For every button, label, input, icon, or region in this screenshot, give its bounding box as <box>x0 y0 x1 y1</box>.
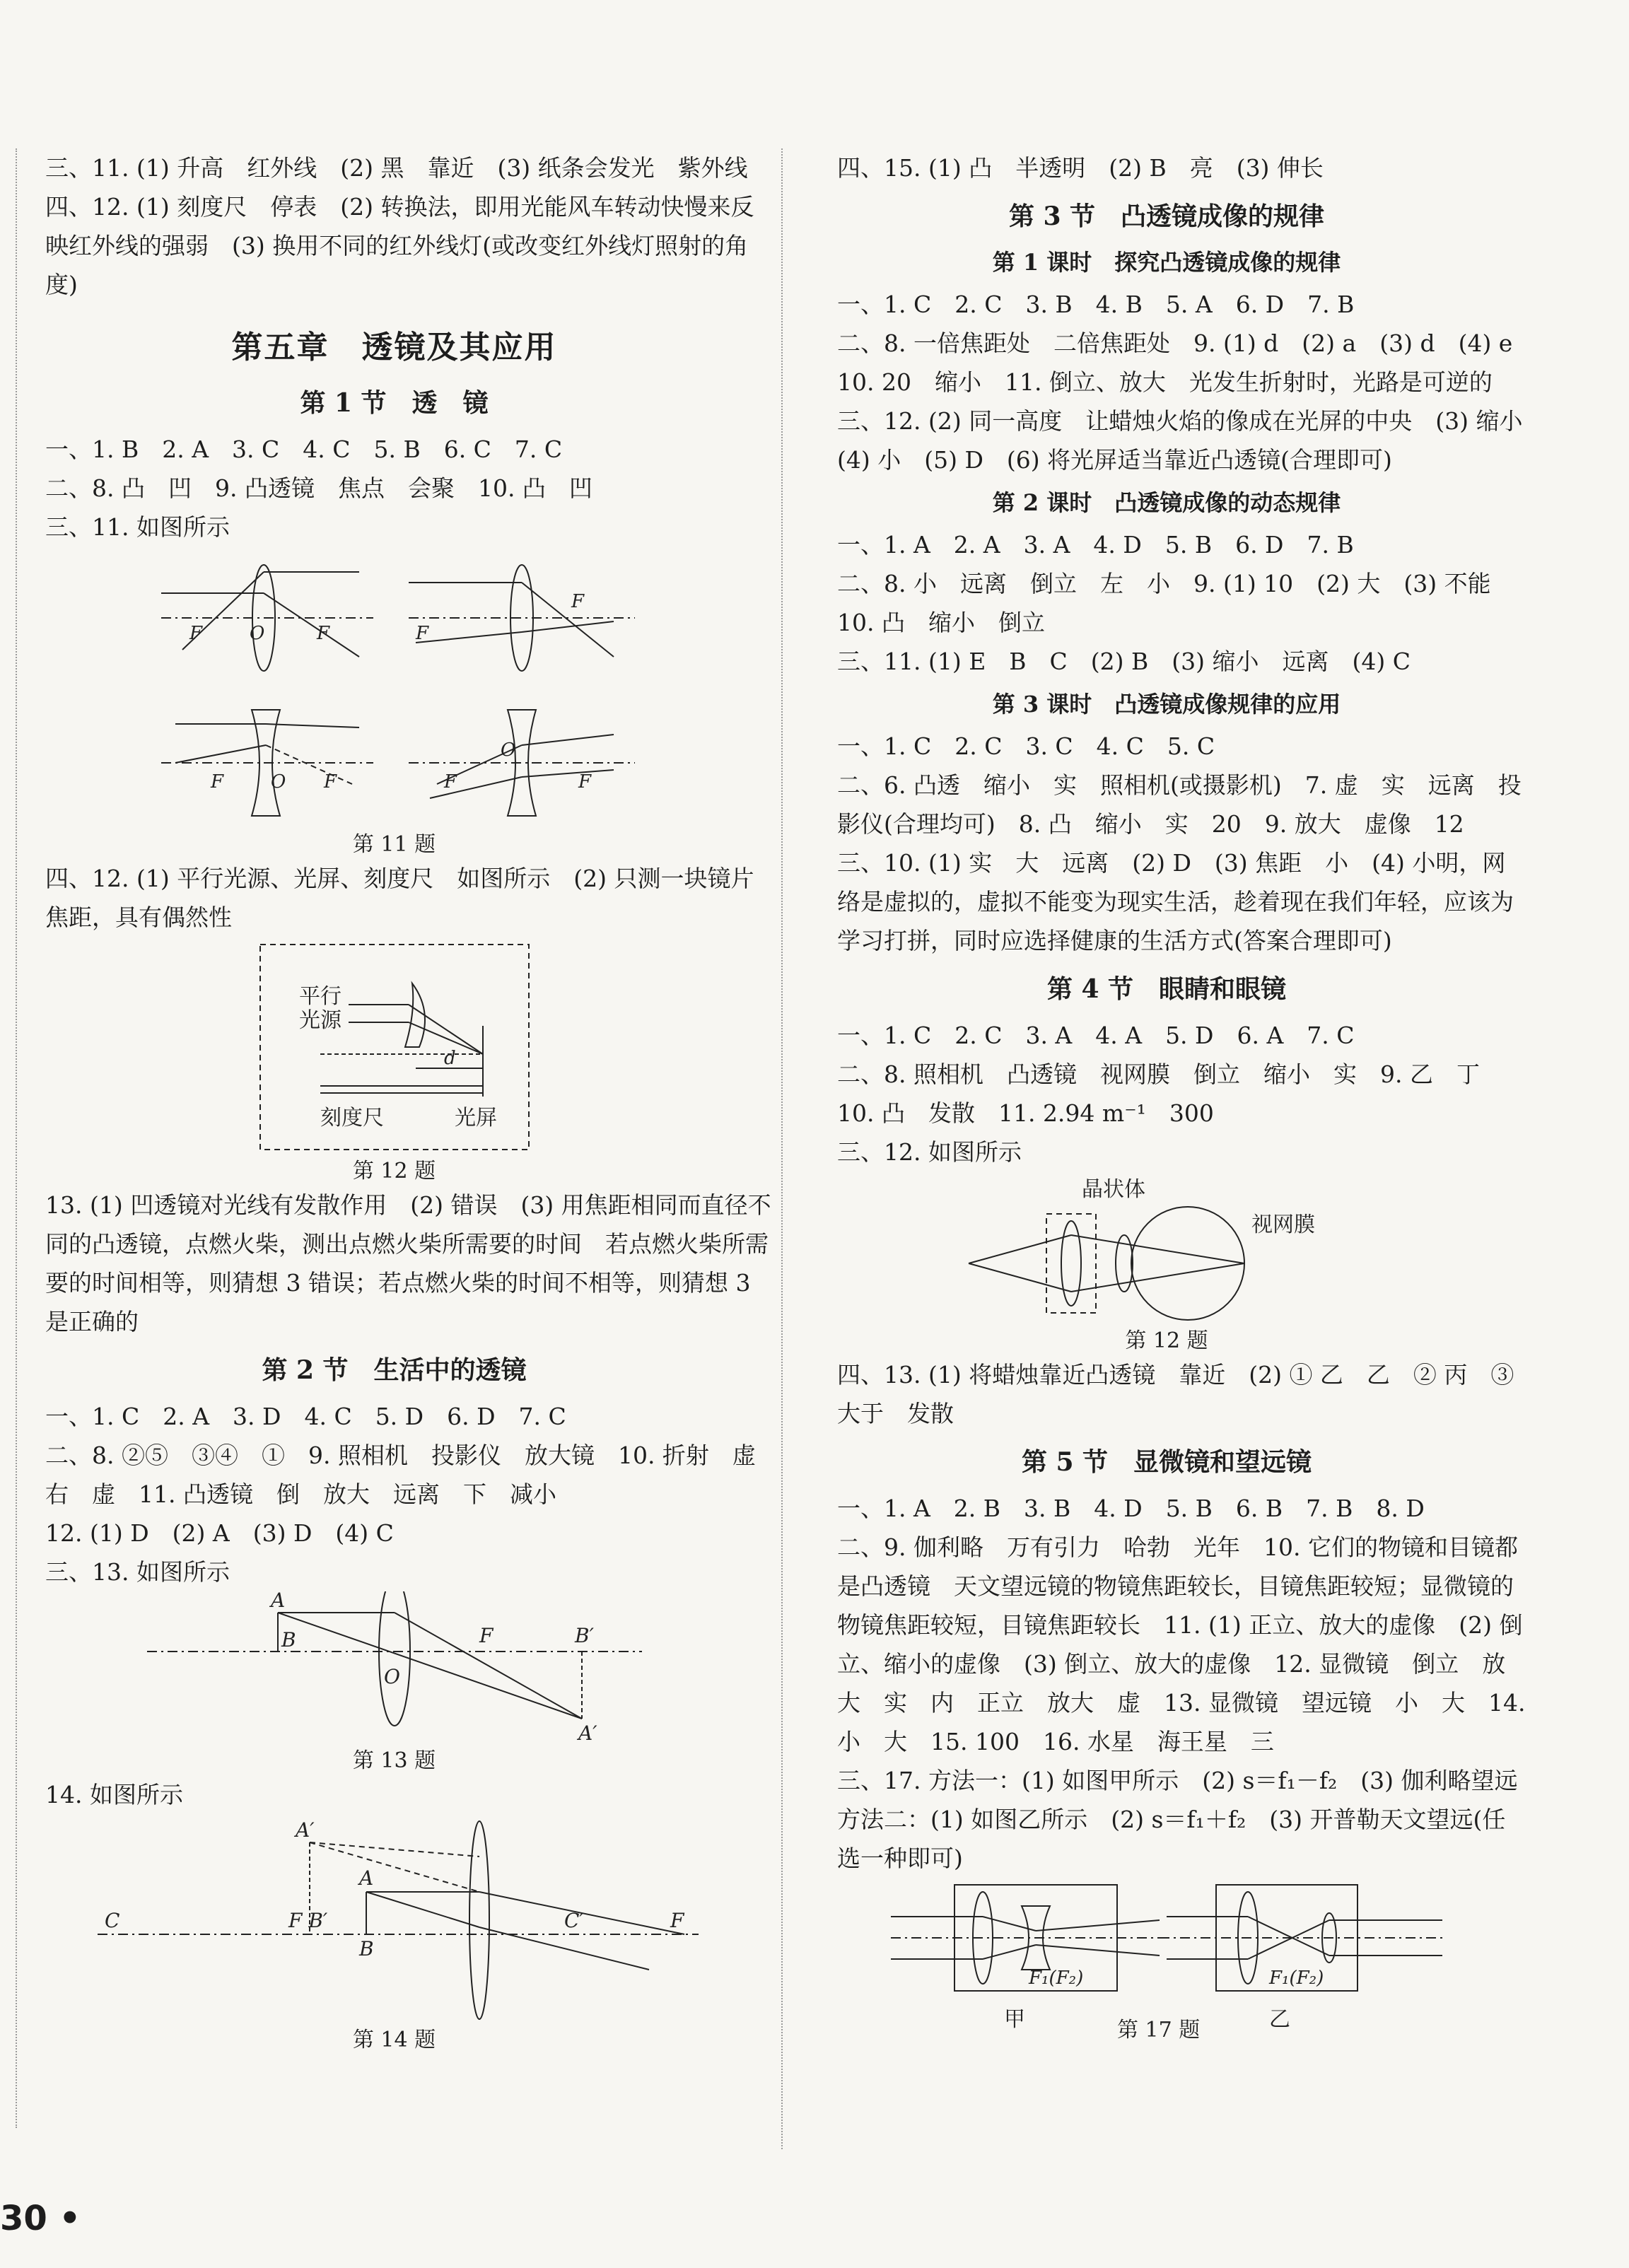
svg-text:B: B <box>358 1937 374 1960</box>
answer-line: 一、1. B 2. A 3. C 4. C 5. B 6. C 7. C <box>45 436 563 463</box>
section-title: 第 3 节 凸透镜成像的规律 <box>1008 201 1325 231</box>
fig-label: 甲 <box>1004 2007 1025 2032</box>
svg-text:F: F <box>210 771 223 793</box>
answer-line: 四、12. (1) 刻度尺 停表 (2) 转换法，即用光能风车转动快慢来反映红外线的强弱 (3) 换用不同的红外线灯(或改变红外线灯照射的角度) <box>45 193 754 298</box>
figure-caption: 第 17 题 <box>1117 2018 1201 2040</box>
figure-12-setup <box>257 941 532 1153</box>
fig-label: 视网膜 <box>1251 1212 1315 1237</box>
answer-line: 二、8. ②⑤ ③④ ① 9. 照相机 投影仪 放大镜 10. 折射 虚 右 虚 11. 凸透镜 倒 放大 远离 下 减小 <box>45 1442 779 1508</box>
figure-caption: 第 11 题 <box>352 832 436 857</box>
answer-line: 四、12. (1) 平行光源、光屏、刻度尺 如图所示 (2) 只测一块镜片焦距，具有偶然性 <box>45 865 754 931</box>
svg-text:F: F <box>189 623 202 644</box>
svg-text:F: F <box>443 771 457 793</box>
svg-text:F: F <box>316 623 329 644</box>
answer-line: 一、1. A 2. A 3. A 4. D 5. B 6. D 7. B <box>837 531 1354 559</box>
answer-line: 14. 如图所示 <box>45 1781 183 1808</box>
svg-text:B′: B′ <box>574 1624 594 1647</box>
column-divider <box>781 148 783 2149</box>
svg-text:F: F <box>578 771 591 793</box>
answer-line: 二、9. 伽利略 万有引力 哈勃 光年 10. 它们的物镜和目镜都是凸透镜 天文望远镜的物镜焦距较长，目镜焦距较短；显微镜的物镜焦距较短，目镜焦距较长 11. (1) 正立、放大的虚像 (2) 倒立、缩小的虚像 (3) 倒立、放大的虚像 12. 显微镜 倒立 放大 实 内 正立 放大 虚 13. 显微镜 望远镜 小 大 14. 小 大 15. 100 16. 水星 海王星 三 <box>837 1533 1526 1755</box>
fig-label: 乙 <box>1269 2007 1290 2032</box>
answer-line: 三、11. 如图所示 <box>45 513 230 541</box>
section-title: 第 4 节 眼睛和眼镜 <box>1046 974 1287 1004</box>
answer-line: 二、8. 一倍焦距处 二倍焦距处 9. (1) d (2) a (3) d (4) e 10. 20 缩小 11. 倒立、放大 光发生折射时，光路是可逆的 <box>837 329 1536 396</box>
focus-label: F₁(F₂) <box>1269 1968 1324 1989</box>
svg-text:C: C <box>104 1909 119 1932</box>
answer-line: 一、1. C 2. A 3. D 4. C 5. D 6. D 7. C <box>45 1403 566 1430</box>
answer-line: 13. (1) 凹透镜对光线有发散作用 (2) 错误 (3) 用焦距相同而直径不同的凸透镜，点燃火柴，测出点燃火柴所需要的时间 若点燃火柴所需要的时间相等，则猜想 3 错误；若点燃火柴的时间不相等，则猜想 3 是正确的 <box>45 1191 771 1335</box>
focal-distance-label: d <box>443 1048 456 1069</box>
answer-line: 三、12. (2) 同一高度 让蜡烛火焰的像成在光屏的中央 (3) 缩小 (4) 小 (5) D (6) 将光屏适当靠近凸透镜(合理即可) <box>837 407 1546 474</box>
svg-text:F: F <box>670 1909 684 1932</box>
answer-line: 三、13. 如图所示 <box>45 1558 230 1586</box>
answer-line: 一、1. C 2. C 3. A 4. A 5. D 6. A 7. C <box>837 1022 1355 1049</box>
answer-line: 三、17. 方法一：(1) 如图甲所示 (2) s＝f₁－f₂ (3) 伽利略望远 方法二：(1) 如图乙所示 (2) s＝f₁＋f₂ (3) 开普勒天文望远(任选一种即可) <box>837 1767 1541 1872</box>
svg-text:A′: A′ <box>295 1818 315 1842</box>
answer-line: 12. (1) D (2) A (3) D (4) C <box>45 1519 394 1547</box>
right-column <box>806 148 1546 2040</box>
fig-label: 平行 <box>298 984 341 1009</box>
answer-line: 二、6. 凸透 缩小 实 照相机(或摄影机) 7. 虚 实 远离 投影仪(合理均可) 8. 凸 缩小 实 20 9. 放大 虚像 12 <box>837 771 1522 838</box>
answer-line: 四、15. (1) 凸 半透明 (2) B 亮 (3) 伸长 <box>837 154 1324 182</box>
answer-line: 三、11. (1) E B C (2) B (3) 缩小 远离 (4) C <box>837 648 1411 675</box>
figure-caption: 第 14 题 <box>352 2028 436 2052</box>
section-title: 第 2 节 生活中的透镜 <box>262 1355 527 1385</box>
figure-caption: 第 12 题 <box>352 1159 436 1183</box>
section-title: 第 1 节 透 镜 <box>300 388 489 418</box>
figure-caption: 第 13 题 <box>352 1748 436 1773</box>
svg-text:C′: C′ <box>564 1909 584 1932</box>
figure-17-telescopes <box>877 1878 1456 2040</box>
answer-line: 一、1. A 2. B 3. B 4. D 5. B 6. B 7. B 8. D <box>837 1495 1425 1522</box>
answer-line: 三、12. 如图所示 <box>837 1138 1022 1166</box>
answer-line: 二、8. 小 远离 倒立 左 小 9. (1) 10 (2) 大 (3) 不能 10. 凸 缩小 倒立 <box>837 570 1514 636</box>
lesson-title: 第 3 课时 凸透镜成像规律的应用 <box>992 691 1341 718</box>
page-number: 30 • <box>0 2199 81 2238</box>
svg-text:A: A <box>270 1591 285 1612</box>
section-title: 第 5 节 显微镜和望远镜 <box>1021 1447 1312 1477</box>
figure-11-lens-diagrams <box>147 551 642 826</box>
figure-caption: 第 12 题 <box>1125 1328 1208 1353</box>
svg-text:O: O <box>500 740 515 761</box>
answer-line: 一、1. C 2. C 3. B 4. B 5. A 6. D 7. B <box>837 291 1355 318</box>
fig-label: 光源 <box>298 1008 341 1033</box>
lesson-title: 第 2 课时 凸透镜成像的动态规律 <box>992 489 1341 516</box>
left-column <box>14 148 779 2054</box>
fig-label: 晶状体 <box>1082 1177 1145 1202</box>
chapter-title: 第五章 透镜及其应用 <box>231 329 557 366</box>
svg-text:A′: A′ <box>578 1722 597 1745</box>
answer-line: 三、11. (1) 升高 红外线 (2) 黑 靠近 (3) 纸条会发光 紫外线 <box>45 154 748 182</box>
svg-text:O: O <box>249 623 264 644</box>
svg-text:F: F <box>571 591 584 612</box>
answer-line: 四、13. (1) 将蜡烛靠近凸透镜 靠近 (2) ① 乙 乙 ② 丙 ③ 大于 发散 <box>837 1361 1514 1427</box>
fig-label: 刻度尺 <box>320 1106 384 1130</box>
svg-text:O: O <box>383 1665 400 1688</box>
eye-figure <box>954 1171 1379 1327</box>
figure-13-diagram <box>140 1591 649 1747</box>
svg-text:O: O <box>270 771 286 793</box>
svg-text:F: F <box>479 1624 493 1647</box>
lesson-title: 第 1 课时 探究凸透镜成像的规律 <box>992 249 1341 276</box>
answer-line: 一、1. C 2. C 3. C 4. C 5. C <box>837 732 1215 760</box>
svg-text:F: F <box>415 623 428 644</box>
svg-text:A: A <box>358 1866 373 1890</box>
answer-line: 三、10. (1) 实 大 远离 (2) D (3) 焦距 小 (4) 小明，网络是虚拟的，虚拟不能变为现实生活，趁着现在我们年轻，应该为学习打拼，同时应选择健康的生活方式(答案合理即可) <box>837 849 1514 954</box>
figure-14-diagram <box>83 1814 706 2026</box>
fig-label: 光屏 <box>454 1106 497 1130</box>
svg-text:F: F <box>323 771 337 793</box>
svg-text:F B′: F B′ <box>288 1909 327 1932</box>
answer-line: 二、8. 照相机 凸透镜 视网膜 倒立 缩小 实 9. 乙 丁 10. 凸 发散 11. 2.94 m⁻¹ 300 <box>837 1060 1503 1127</box>
focus-label: F₁(F₂) <box>1029 1968 1084 1989</box>
answer-line: 二、8. 凸 凹 9. 凸透镜 焦点 会聚 10. 凸 凹 <box>45 474 592 502</box>
svg-text:B: B <box>281 1628 296 1652</box>
